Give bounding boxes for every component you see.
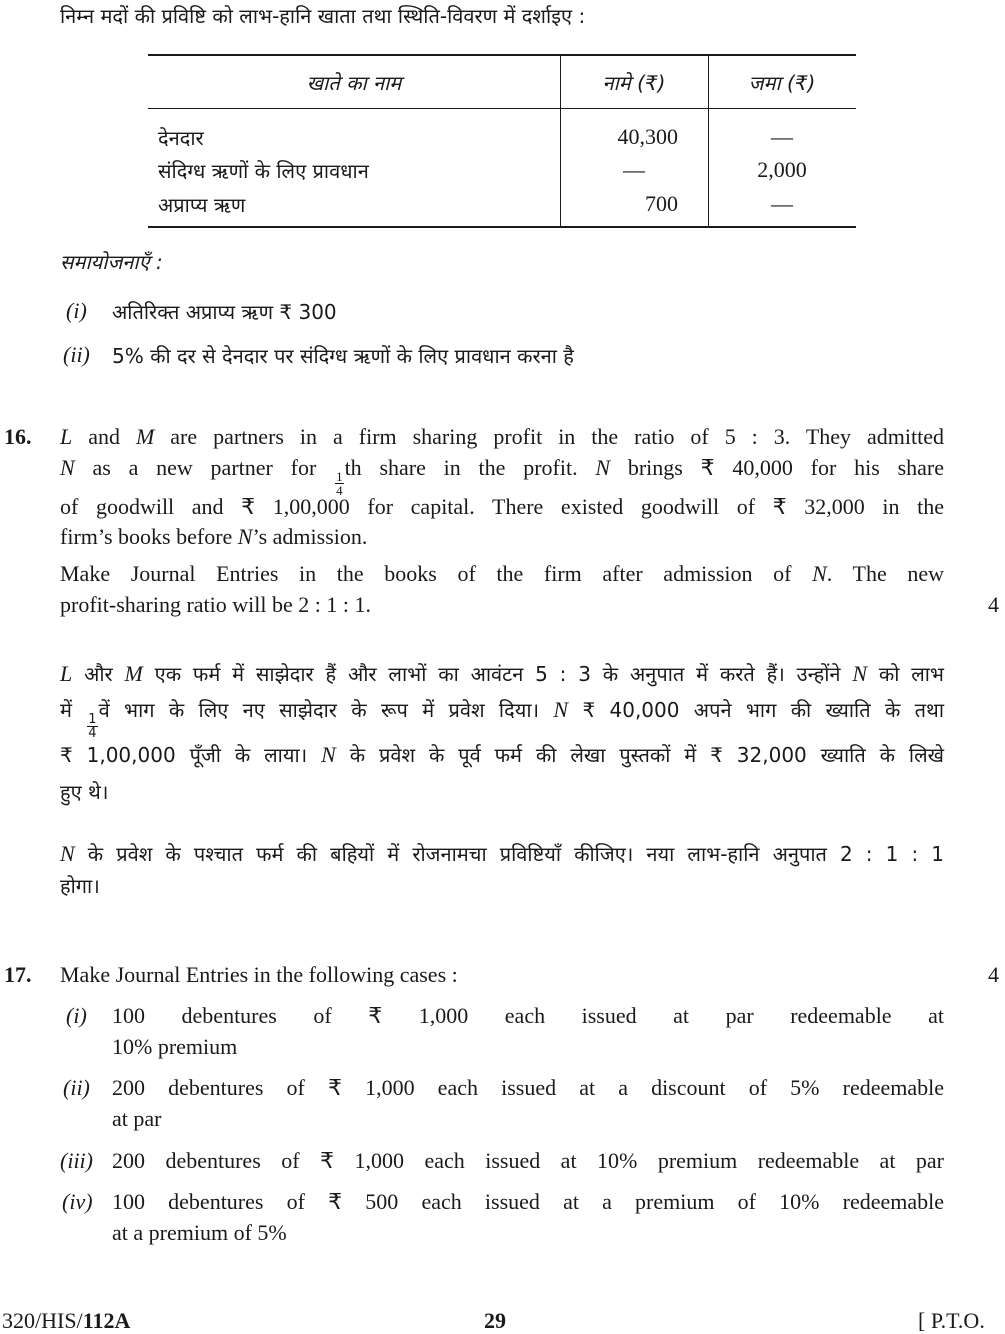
q17-item-line: 100 debentures of ₹ 500 each issued at a premium of 10% redeemable [112, 1189, 944, 1214]
row-debit: — [623, 157, 645, 182]
q16-hi-line: होगा। [60, 874, 100, 898]
q16-hi-line: ₹ 1,00,000 पूँजी के लाया। N के प्रवेश के पूर्व फर्म की लेखा पुस्तकों में ₹ 32,000 ख्याति के लिखे [60, 742, 944, 767]
q17-item-num: (iii) [60, 1148, 93, 1173]
q16-marks: 4 [988, 592, 999, 617]
pto-label: [ P.T.O. [918, 1308, 985, 1333]
question-number-17: 17. [4, 962, 32, 987]
adjustment-text: 5% की दर से देनदार पर संदिग्ध ऋणों के लिए प्रावधान करना है [112, 344, 574, 368]
table-bottom-rule [148, 226, 856, 228]
question-number-16: 16. [4, 424, 32, 449]
adjustment-num: (ii) [63, 342, 90, 367]
q16-hi-line: N के प्रवेश के पश्चात फर्म की बहियों में रोजनामचा प्रविष्टियाँ कीजिए। नया लाभ-हानि अनुपात 2 : 1 : 1 [60, 841, 944, 866]
row-debit: 700 [645, 191, 678, 216]
q16-en-line: Make Journal Entries in the books of the firm after admission of N. The new [60, 561, 944, 586]
q17-item-line: at par [112, 1106, 162, 1131]
row-name: अप्राप्य ऋण [158, 193, 246, 217]
q17-item-line: 200 debentures of ₹ 1,000 each issued at a discount of 5% redeemable [112, 1075, 944, 1100]
q17-marks: 4 [988, 962, 999, 987]
q17-item-line: at a premium of 5% [112, 1220, 287, 1245]
q16-en-line: N as a new partner for $\frac{1}{4}$ th share in the profit. N brings ₹ 40,000 for his share [60, 455, 944, 498]
q17-item-line: 100 debentures of ₹ 1,000 each issued at par redeemable at [112, 1003, 944, 1028]
q17-item-line: 10% premium [112, 1034, 238, 1059]
intro-text: निम्न मदों की प्रविष्टि को लाभ-हानि खाता तथा स्थिति-विवरण में दर्शाइए : [60, 4, 586, 28]
q16-hi-line: में $\frac{1}{4}$ वें भाग के लिए नए साझेदार के रूप में प्रवेश दिया। N ₹ 40,000 अपने भाग की ख्याति के तथा [60, 697, 945, 741]
row-credit: — [771, 124, 793, 149]
header-credit: जमा (₹) [748, 71, 816, 95]
row-name: देनदार [158, 126, 204, 150]
paper-code: 320/HIS/112A [2, 1308, 131, 1333]
q16-en-line: profit-sharing ratio will be 2 : 1 : 1. [60, 592, 371, 617]
q16-en-line: L and M are partners in a firm sharing profit in the ratio of 5 : 3. They admitted [60, 424, 945, 449]
page-number: 29 [484, 1308, 506, 1333]
q17-text: Make Journal Entries in the following cases : [60, 962, 458, 987]
adjustment-text: अतिरिक्त अप्राप्य ऋण ₹ 300 [112, 300, 337, 324]
header-debit: नामे (₹) [602, 71, 666, 95]
row-credit: 2,000 [757, 157, 807, 182]
row-name: संदिग्ध ऋणों के लिए प्रावधान [158, 159, 369, 183]
adjustments-heading: समायोजनाएँ : [60, 250, 163, 274]
table-top-rule [148, 54, 856, 56]
q16-en-line: firm’s books before N’s admission. [60, 524, 368, 549]
fraction-one-quarter: $\frac{1}{4}$ [336, 468, 343, 498]
q16-hi-line: हुए थे। [60, 780, 109, 804]
q17-item-num: (i) [66, 1003, 87, 1028]
q17-item-num: (ii) [63, 1075, 90, 1100]
fraction-one-quarter: $\frac{1}{4}$ [88, 711, 97, 741]
q16-en-line: of goodwill and ₹ 1,00,000 for capital. There existed goodwill of ₹ 32,000 in the [60, 494, 944, 519]
q17-item-num: (iv) [62, 1189, 93, 1214]
row-debit: 40,300 [617, 124, 678, 149]
q16-hi-line: L और M एक फर्म में साझेदार हैं और लाभों का आवंटन 5 : 3 के अनुपात में करते हैं। उन्होंने N को लाभ [60, 661, 944, 686]
header-account-name: खाते का नाम [306, 71, 402, 95]
accounts-table [148, 54, 856, 228]
table-header-rule [148, 108, 856, 109]
adjustment-num: (i) [66, 298, 87, 323]
q17-item-line: 200 debentures of ₹ 1,000 each issued at 10% premium redeemable at par [112, 1148, 944, 1173]
row-credit: — [771, 191, 793, 216]
